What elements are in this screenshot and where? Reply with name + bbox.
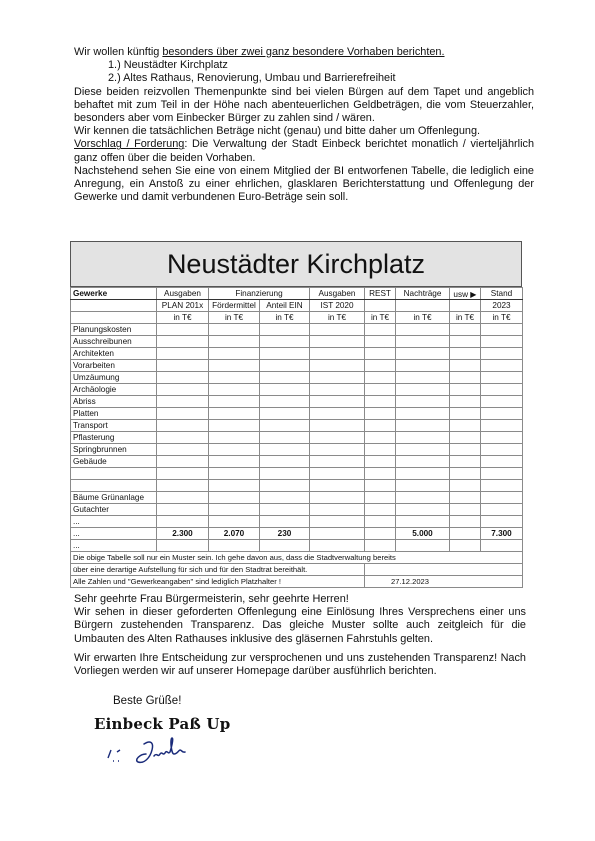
table-row — [71, 468, 523, 480]
sum-ist — [310, 528, 365, 540]
value-cell — [365, 492, 396, 504]
gewerk-label: Gebäude — [71, 456, 157, 468]
gewerk-label: Bäume Grünanlage — [71, 492, 157, 504]
handwritten-signature — [104, 728, 224, 768]
table-row — [71, 480, 523, 492]
value-cell — [209, 384, 260, 396]
value-cell — [209, 456, 260, 468]
value-cell — [260, 480, 310, 492]
table-row — [71, 348, 523, 360]
value-cell — [209, 324, 260, 336]
value-cell — [365, 468, 396, 480]
value-cell — [450, 360, 481, 372]
sum-rest — [365, 528, 396, 540]
value-cell — [157, 492, 209, 504]
gewerk-label: Planungskosten — [71, 324, 157, 336]
value-cell — [209, 360, 260, 372]
list-item-1: 1.) Neustädter Kirchplatz — [108, 59, 228, 72]
note-row-3 — [71, 576, 523, 588]
value-cell — [260, 432, 310, 444]
value-cell — [365, 408, 396, 420]
value-cell — [396, 336, 450, 348]
value-cell — [365, 432, 396, 444]
value-cell — [157, 456, 209, 468]
dots-row-2 — [71, 540, 523, 552]
value-cell — [450, 348, 481, 360]
value-cell — [396, 432, 450, 444]
value-cell — [310, 480, 365, 492]
table-row — [71, 336, 523, 348]
value-cell — [260, 468, 310, 480]
value-cell — [209, 504, 260, 516]
value-cell — [310, 444, 365, 456]
header2-year: 2023 — [481, 300, 523, 312]
value-cell — [157, 360, 209, 372]
value-cell — [450, 384, 481, 396]
value-cell — [365, 384, 396, 396]
value-cell — [310, 456, 365, 468]
value-cell — [310, 504, 365, 516]
value-cell — [396, 444, 450, 456]
value-cell — [365, 324, 396, 336]
value-cell — [157, 396, 209, 408]
header2-ist: IST 2020 — [310, 300, 365, 312]
proposal-text: : Die Verwaltung der Stadt Einbeck berichtet monatlich / vierteljährlich ganz offen über die beiden Vorhaben. — [74, 138, 535, 164]
value-cell — [260, 492, 310, 504]
gewerk-label: Gutachter — [71, 504, 157, 516]
value-cell — [450, 492, 481, 504]
value-cell — [396, 480, 450, 492]
value-cell — [310, 420, 365, 432]
value-cell — [396, 456, 450, 468]
sum-cell: ... — [71, 528, 157, 540]
value-cell — [157, 336, 209, 348]
header-row-1 — [71, 288, 523, 300]
salutation: Sehr geehrte Frau Bürgermeisterin, sehr geehrte Herren! — [74, 593, 349, 605]
value-cell — [450, 444, 481, 456]
value-cell — [260, 324, 310, 336]
value-cell — [260, 420, 310, 432]
value-cell — [481, 372, 523, 384]
table-row — [71, 420, 523, 432]
value-cell — [481, 360, 523, 372]
cost-table — [70, 241, 522, 588]
value-cell — [157, 324, 209, 336]
intro-section — [74, 46, 534, 204]
unit-cell: in T€ — [157, 312, 209, 324]
table-row — [71, 432, 523, 444]
value-cell — [260, 504, 310, 516]
table-row — [71, 384, 523, 396]
value-cell — [209, 432, 260, 444]
value-cell — [365, 480, 396, 492]
value-cell — [481, 336, 523, 348]
table-date: 27.12.2023 — [365, 576, 523, 588]
value-cell — [260, 444, 310, 456]
value-cell — [481, 420, 523, 432]
dots-row — [71, 516, 523, 528]
table-note-3: Alle Zahlen und "Gewerkeangaben" sind lediglich Platzhalter ! — [71, 576, 365, 588]
value-cell — [260, 336, 310, 348]
value-cell — [310, 432, 365, 444]
note-row-1 — [71, 552, 523, 564]
value-cell — [481, 396, 523, 408]
closing-paragraph-2: Wir erwarten Ihre Entscheidung zur versprochenen und uns zustehenden Transparenz! Nach Vorliegen werden wir auf unserer Homepage darüber ausführlich berichten. — [74, 651, 526, 678]
table-title: Neustädter Kirchplatz — [70, 241, 522, 287]
value-cell — [157, 444, 209, 456]
value-cell — [450, 480, 481, 492]
value-cell — [481, 456, 523, 468]
value-cell — [450, 504, 481, 516]
value-cell — [481, 504, 523, 516]
value-cell — [365, 348, 396, 360]
header2-foerdermittel: Fördermittel — [209, 300, 260, 312]
value-cell — [209, 468, 260, 480]
intro-paragraph-3: Nachstehend sehen Sie eine von einem Mitglied der BI entworfenen Tabelle, die lediglich eine Anregung, ein Anstoß zu einer ehrlichen, glasklaren Berichterstattung und Offenlegung der Gewerke und damit verbundenen Euro-Beträge sein soll. — [74, 164, 534, 204]
unit-cell: in T€ — [450, 312, 481, 324]
value-cell — [365, 372, 396, 384]
closing-section — [74, 593, 526, 678]
units-row — [71, 312, 523, 324]
value-cell — [481, 468, 523, 480]
unit-cell — [71, 312, 157, 324]
header-stand: Stand — [481, 288, 523, 300]
value-cell — [450, 336, 481, 348]
gewerk-label: Transport — [71, 420, 157, 432]
value-cell — [481, 480, 523, 492]
value-cell — [260, 396, 310, 408]
unit-cell: in T€ — [260, 312, 310, 324]
table-row — [71, 324, 523, 336]
dots-cell: ... — [71, 540, 157, 552]
value-cell — [260, 372, 310, 384]
value-cell — [365, 444, 396, 456]
closing-paragraph-1: Wir sehen in dieser geforderten Offenlegung eine Einlösung Ihres Versprechens einer uns Bürgern zustehenden Transparenz. Das gleiche Muster sollte auch zeitgleich für die Umbauten des Alten Rathauses inklusive des gläsernen Fahrstuhls gelten. — [74, 606, 526, 645]
sum-usw — [450, 528, 481, 540]
table-row — [71, 456, 523, 468]
value-cell — [209, 444, 260, 456]
value-cell — [450, 372, 481, 384]
header2-anteil: Anteil EIN — [260, 300, 310, 312]
cost-grid — [70, 287, 523, 588]
value-cell — [260, 456, 310, 468]
value-cell — [365, 420, 396, 432]
gewerk-label: Vorarbeiten — [71, 360, 157, 372]
header-rest: REST — [365, 288, 396, 300]
unit-cell: in T€ — [310, 312, 365, 324]
value-cell — [157, 480, 209, 492]
note-row-2 — [71, 564, 523, 576]
gewerk-label — [71, 480, 157, 492]
value-cell — [310, 468, 365, 480]
header2-cell — [450, 300, 481, 312]
gewerk-label: Architekten — [71, 348, 157, 360]
gewerk-label: Abriss — [71, 396, 157, 408]
value-cell — [396, 360, 450, 372]
value-cell — [209, 396, 260, 408]
table-note-2: über eine derartige Aufstellung für sich und für den Stadtrat bereithält. — [71, 564, 365, 576]
value-cell — [260, 384, 310, 396]
value-cell — [450, 324, 481, 336]
value-cell — [310, 336, 365, 348]
value-cell — [396, 348, 450, 360]
value-cell — [365, 396, 396, 408]
sum-foerdermittel: 2.070 — [209, 528, 260, 540]
value-cell — [260, 408, 310, 420]
lead-underlined: besonders über zwei ganz besondere Vorhaben berichten. — [162, 46, 445, 58]
table-note-1: Die obige Tabelle soll nur ein Muster sein. Ich gehe davon aus, dass die Stadtverwaltung bereits — [71, 552, 523, 564]
organization-logo: Einbeck Paß Up — [94, 715, 231, 733]
value-cell — [450, 408, 481, 420]
value-cell — [310, 492, 365, 504]
header-ausgaben-ist: Ausgaben — [310, 288, 365, 300]
sum-row — [71, 528, 523, 540]
value-cell — [157, 384, 209, 396]
value-cell — [365, 360, 396, 372]
table-row — [71, 504, 523, 516]
header-nachtraege: Nachträge — [396, 288, 450, 300]
value-cell — [481, 432, 523, 444]
gewerk-label: Ausschreibunen — [71, 336, 157, 348]
gewerk-label: Springbrunnen — [71, 444, 157, 456]
value-cell — [396, 384, 450, 396]
value-cell — [481, 408, 523, 420]
list-item-2: 2.) Altes Rathaus, Renovierung, Umbau und Barrierefreiheit — [108, 72, 396, 85]
dots-cell: ... — [71, 516, 157, 528]
value-cell — [157, 348, 209, 360]
value-cell — [481, 384, 523, 396]
value-cell — [396, 408, 450, 420]
value-cell — [450, 432, 481, 444]
gewerk-label: Pflasterung — [71, 432, 157, 444]
value-cell — [396, 420, 450, 432]
unit-cell: in T€ — [365, 312, 396, 324]
value-cell — [157, 504, 209, 516]
proposal-paragraph — [74, 138, 534, 164]
value-cell — [396, 324, 450, 336]
value-cell — [157, 420, 209, 432]
sum-plan: 2.300 — [157, 528, 209, 540]
header2-cell — [365, 300, 396, 312]
value-cell — [310, 396, 365, 408]
proposal-label: Vorschlag / Forderung — [74, 138, 185, 151]
value-cell — [450, 420, 481, 432]
value-cell — [260, 348, 310, 360]
header-usw: usw ▶ — [450, 288, 481, 300]
value-cell — [450, 468, 481, 480]
lead-prefix: Wir wollen künftig — [74, 46, 163, 58]
gewerk-label: Platten — [71, 408, 157, 420]
value-cell — [396, 492, 450, 504]
item-rows — [71, 324, 523, 516]
value-cell — [450, 396, 481, 408]
value-cell — [396, 396, 450, 408]
value-cell — [310, 348, 365, 360]
value-cell — [209, 348, 260, 360]
header-ausgaben-plan: Ausgaben — [157, 288, 209, 300]
unit-cell: in T€ — [209, 312, 260, 324]
value-cell — [157, 408, 209, 420]
value-cell — [396, 468, 450, 480]
sum-stand: 7.300 — [481, 528, 523, 540]
value-cell — [260, 360, 310, 372]
value-cell — [157, 432, 209, 444]
value-cell — [365, 456, 396, 468]
value-cell — [209, 372, 260, 384]
value-cell — [481, 492, 523, 504]
header-row-2 — [71, 300, 523, 312]
gewerk-label: Archäologie — [71, 384, 157, 396]
value-cell — [365, 336, 396, 348]
value-cell — [157, 468, 209, 480]
value-cell — [209, 420, 260, 432]
table-row — [71, 444, 523, 456]
unit-cell: in T€ — [481, 312, 523, 324]
gewerk-label — [71, 468, 157, 480]
sum-anteil: 230 — [260, 528, 310, 540]
value-cell — [157, 372, 209, 384]
value-cell — [365, 504, 396, 516]
intro-paragraph-1: Diese beiden reizvollen Themenpunkte sind bei vielen Bürgen auf dem Tapet und angeblich behaftet mit zum Teil in der Höhe nach abenteuerlichen Geldbeträgen, die vom Steuerzahler, besonders aber vom Einbecker Bürger zu zahlen sind / wären. — [74, 85, 534, 125]
unit-cell: in T€ — [396, 312, 450, 324]
header2-cell — [71, 300, 157, 312]
value-cell — [481, 444, 523, 456]
value-cell — [481, 348, 523, 360]
gewerk-label: Umzäumung — [71, 372, 157, 384]
header2-cell — [396, 300, 450, 312]
sum-nachtraege: 5.000 — [396, 528, 450, 540]
table-row — [71, 408, 523, 420]
value-cell — [396, 504, 450, 516]
value-cell — [310, 408, 365, 420]
value-cell — [396, 372, 450, 384]
header-gewerke: Gewerke — [71, 288, 157, 300]
value-cell — [310, 324, 365, 336]
value-cell — [310, 372, 365, 384]
value-cell — [450, 456, 481, 468]
greeting: Beste Grüße! — [113, 695, 182, 707]
table-row — [71, 492, 523, 504]
value-cell — [209, 408, 260, 420]
intro-paragraph-2: Wir kennen die tatsächlichen Beträge nicht (genau) und bitte daher um Offenlegung. — [74, 125, 481, 138]
value-cell — [310, 384, 365, 396]
header-finanzierung: Finanzierung — [209, 288, 310, 300]
value-cell — [310, 360, 365, 372]
value-cell — [481, 324, 523, 336]
value-cell — [209, 336, 260, 348]
header2-plan: PLAN 201x — [157, 300, 209, 312]
table-row — [71, 360, 523, 372]
value-cell — [209, 492, 260, 504]
intro-lead — [74, 46, 534, 59]
table-row — [71, 372, 523, 384]
value-cell — [209, 480, 260, 492]
table-row — [71, 396, 523, 408]
